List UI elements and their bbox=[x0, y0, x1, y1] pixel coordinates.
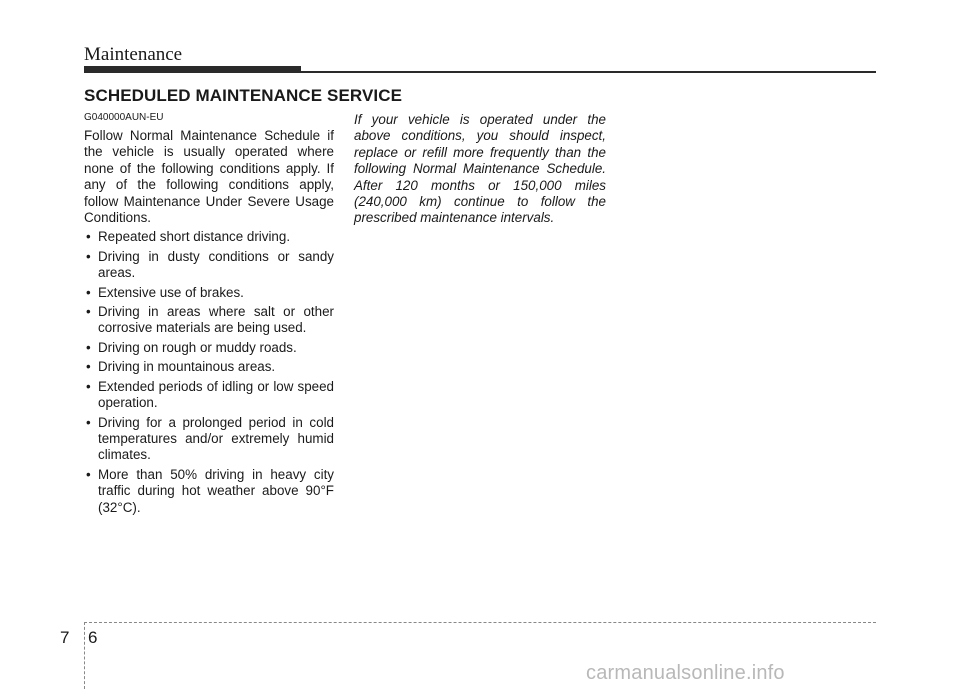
condition-text: Extended periods of idling or low speed operation. bbox=[98, 378, 334, 411]
bullet-icon: • bbox=[86, 248, 91, 264]
bullet-icon: • bbox=[86, 414, 91, 430]
bullet-icon: • bbox=[86, 359, 91, 375]
list-item bbox=[84, 340, 334, 356]
list-item bbox=[84, 467, 334, 516]
header-rule-thick bbox=[84, 66, 301, 73]
condition-text: Driving in mountainous areas. bbox=[98, 359, 276, 375]
condition-text: Extensive use of brakes. bbox=[98, 284, 244, 300]
bullet-icon: • bbox=[86, 304, 91, 320]
bullet-icon: • bbox=[86, 229, 91, 245]
condition-text: Driving in areas where salt or other corrosive materials are being used. bbox=[98, 304, 334, 336]
section-title: SCHEDULED MAINTENANCE SERVICE bbox=[84, 86, 403, 105]
bullet-icon: • bbox=[86, 339, 91, 355]
conditions-list bbox=[84, 229, 334, 516]
list-item bbox=[84, 379, 334, 412]
list-item bbox=[84, 285, 334, 301]
list-item bbox=[84, 229, 334, 245]
footer-divider bbox=[84, 622, 85, 689]
left-column bbox=[84, 112, 334, 519]
page-number: 6 bbox=[88, 628, 98, 647]
bullet-icon: • bbox=[86, 378, 91, 394]
header-rule-thin bbox=[301, 71, 876, 73]
condition-text: Driving for a prolonged period in cold temperatures and/or extremely humid climates. bbox=[98, 414, 334, 463]
condition-text: Repeated short distance driving. bbox=[98, 229, 291, 245]
bullet-icon: • bbox=[86, 284, 91, 300]
watermark: carmanualsonline.info bbox=[586, 662, 785, 684]
condition-text: Driving on rough or muddy roads. bbox=[98, 339, 297, 355]
page-header-title: Maintenance bbox=[84, 44, 183, 65]
list-item bbox=[84, 304, 334, 337]
document-code: G040000AUN-EU bbox=[84, 112, 164, 123]
condition-text: Driving in dusty conditions or sandy areas. bbox=[98, 248, 334, 281]
bullet-icon: • bbox=[86, 466, 91, 482]
list-item bbox=[84, 249, 334, 282]
list-item bbox=[84, 415, 334, 464]
footer-rule bbox=[84, 622, 876, 623]
chapter-number: 7 bbox=[60, 628, 70, 647]
intro-paragraph: Follow Normal Maintenance Schedule if the vehicle is usually operated where none of the following conditions apply. If any of the following conditions apply, follow Maintenance Under Severe Usage Conditions. bbox=[84, 128, 334, 226]
list-item bbox=[84, 359, 334, 375]
maintenance-note: If your vehicle is operated under the above conditions, you should inspect, replace or refill more frequently than the following Normal Maintenance Schedule. After 120 months or 150,000 miles (240,000 km) continue to follow the prescribed maintenance intervals. bbox=[354, 112, 606, 226]
condition-text: More than 50% driving in heavy city traffic during hot weather above 90°F (32°C). bbox=[98, 466, 334, 515]
right-column bbox=[354, 112, 606, 227]
